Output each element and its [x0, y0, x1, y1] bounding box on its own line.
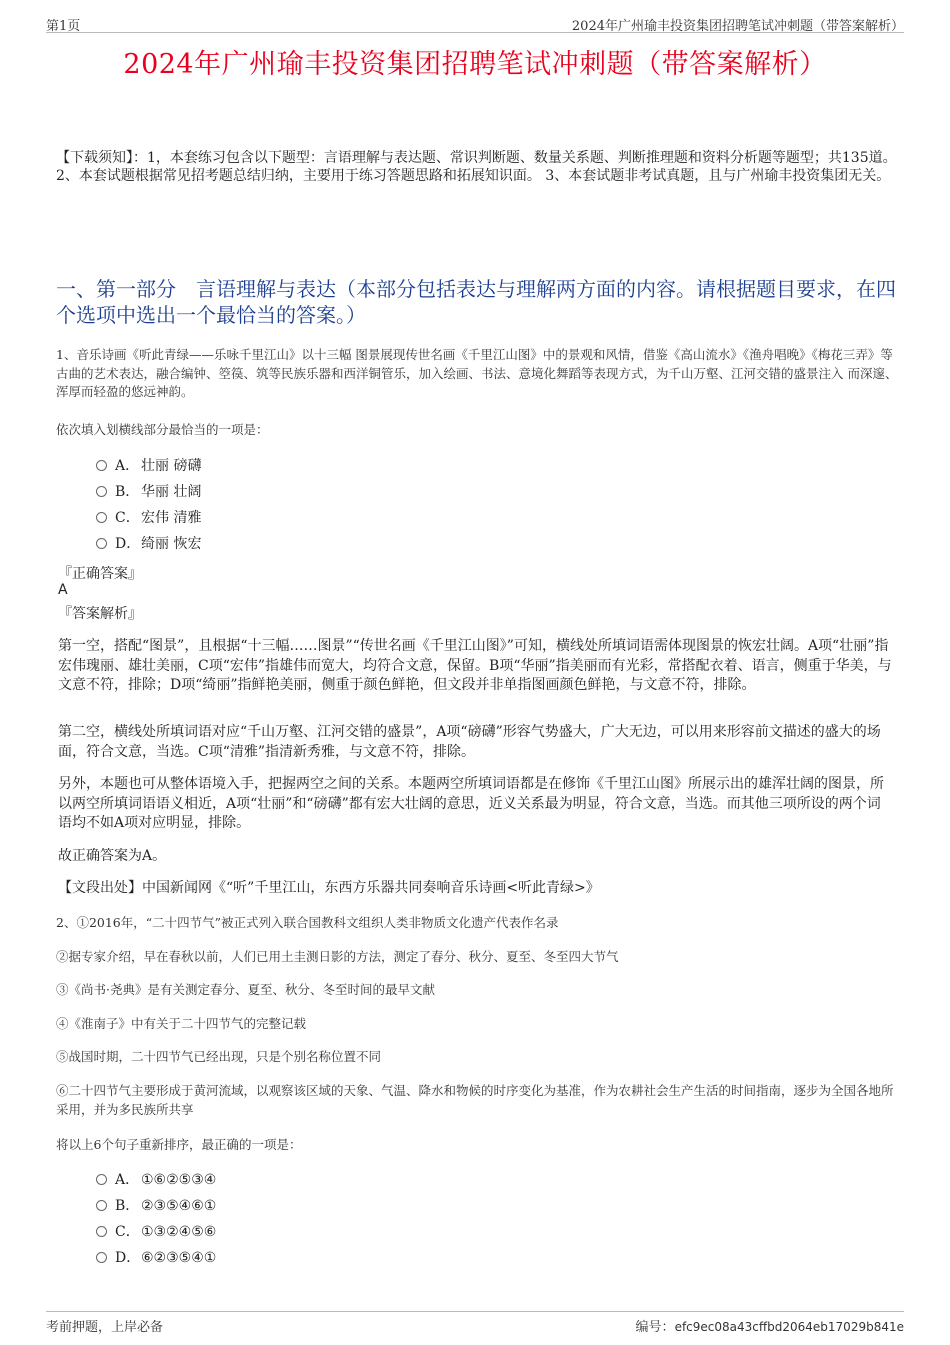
option-text: ①③②④⑤⑥ [141, 1224, 217, 1240]
option-text: 绮丽 恢宏 [141, 536, 202, 552]
radio-icon[interactable] [96, 1252, 107, 1263]
q1-option-a[interactable] [96, 456, 201, 476]
q1-answer-label: 『正确答案』 [58, 566, 142, 582]
q1-analysis-label: 『答案解析』 [58, 606, 142, 622]
option-text: ①⑥②⑤③④ [141, 1172, 217, 1188]
option-key: C． [115, 510, 140, 526]
q1-option-d[interactable] [96, 534, 201, 554]
q2-sentence-2: ②据专家介绍，早在春秋以前，人们已用土圭测日影的方法，测定了春分、秋分、夏至、冬至四大节气 [56, 949, 619, 964]
option-key: A． [115, 458, 140, 474]
radio-icon[interactable] [96, 512, 107, 523]
option-text: 宏伟 清雅 [141, 510, 202, 526]
q1-analysis-p4: 故正确答案为A。 [58, 848, 167, 864]
radio-icon[interactable] [96, 1226, 107, 1237]
radio-icon[interactable] [96, 1200, 107, 1211]
q2-sentence-5: ⑤战国时期，二十四节气已经出现，只是个别名称位置不同 [56, 1049, 382, 1064]
radio-icon[interactable] [96, 460, 107, 471]
radio-icon[interactable] [96, 486, 107, 497]
q2-sentence-3: ③《尚书·尧典》是有关测定春分、夏至、秋分、冬至时间的最早文献 [56, 982, 435, 997]
page-number: 第1页 [46, 19, 81, 34]
option-key: D． [115, 1250, 141, 1266]
q2-option-d[interactable] [96, 1248, 216, 1268]
q1-analysis-p3: 另外，本题也可从整体语境入手，把握两空之间的关系。本题两空所填词语都是在修饰《千里江山图》所展示出的雄浑壮阔的图景，所以两空所填词语语义相近，A项“壮丽”和“磅礴”都有宏大壮阔的意思，近义关系最为明显，符合文意，当选。而其他三项所设的两个词语均不如A项对应明显，排除。 [58, 776, 884, 831]
q1-source: 【文段出处】中国新闻网《“听”千里江山，东西方乐器共同奏响音乐诗画<听此青绿>》 [58, 880, 600, 896]
option-key: D． [115, 536, 141, 552]
q2-prompt: 将以上6个句子重新排序，最正确的一项是： [56, 1137, 302, 1152]
option-text: 华丽 壮阔 [141, 484, 202, 500]
q1-analysis-p2: 第二空，横线处所填词语对应“千山万壑、江河交错的盛景”，A项“磅礴”形容气势盛大，广大无边，可以用来形容前文描述的盛大的场面，符合文意，当选。C项“清雅”指清新秀雅，与文意不符，排除。 [58, 724, 881, 760]
q2-option-a[interactable] [96, 1170, 216, 1190]
radio-icon[interactable] [96, 1174, 107, 1185]
page-header [46, 14, 904, 33]
option-key: A． [115, 1172, 140, 1188]
page-footer [46, 1311, 904, 1336]
q1-option-c[interactable] [96, 508, 201, 528]
option-key: B． [115, 1198, 140, 1214]
q1-stem: 1、音乐诗画《听此青绿——乐咏千里江山》以十三幅 图景展现传世名画《千里江山图》中的景观和风情，借鉴《高山流水》《渔舟唱晚》《梅花三弄》等古曲的艺术表达，融合编钟、箜篌、筑等民族乐器和西洋铜管乐，加入绘画、书法、意境化舞蹈等表现方式，为千山万壑、江河交错的盛景注入 而深邃、浑厚而轻盈的悠远神韵。 [56, 347, 898, 399]
header-doc-title: 2024年广州瑜丰投资集团招聘笔试冲刺题（带答案解析） [571, 19, 904, 34]
option-text: ⑥②③⑤④① [141, 1250, 217, 1266]
q2-sentence-1: 2、①2016年，“二十四节气”被正式列入联合国教科文组织人类非物质文化遗产代表作名录 [56, 915, 559, 930]
option-key: B． [115, 484, 140, 500]
footer-slogan: 考前押题，上岸必备 [46, 1320, 164, 1335]
option-key: C． [115, 1224, 140, 1240]
option-text: 壮丽 磅礴 [141, 458, 202, 474]
q2-sentence-6: ⑥二十四节气主要形成于黄河流域，以观察该区域的天象、气温、降水和物候的时序变化为基准，作为农耕社会生产生活的时间指南，逐步为全国各地所采用，并为多民族所共享 [56, 1083, 894, 1117]
footer-code-value: efc9ec08a43cffbd2064eb17029b841e [674, 1320, 904, 1334]
footer-code [636, 1316, 904, 1335]
section-heading: 一、第一部分 言语理解与表达（本部分包括表达与理解两方面的内容。请根据题目要求，在四个选项中选出一个最恰当的答案。） [56, 277, 896, 327]
q1-answer: A [58, 582, 68, 598]
q1-prompt: 依次填入划横线部分最恰当的一项是： [56, 422, 269, 437]
radio-icon[interactable] [96, 538, 107, 549]
q1-option-b[interactable] [96, 482, 201, 502]
q2-sentence-4: ④《淮南子》中有关于二十四节气的完整记载 [56, 1016, 307, 1031]
download-notice: 【下载须知】：1，本套练习包含以下题型：言语理解与表达题、常识判断题、数量关系题、判断推理题和资料分析题等题型；共135道。 2、本套试题根据常见招考题总结归纳，主要用于练习答题思路和拓展知识面。 3、本套试题非考试真题，且与广州瑜丰投资集团无关。 [56, 150, 897, 184]
page-title: 2024年广州瑜丰投资集团招聘笔试冲刺题（带答案解析） [123, 49, 827, 80]
q2-option-c[interactable] [96, 1222, 216, 1242]
footer-code-label: 编号： [635, 1320, 675, 1335]
option-text: ②③⑤④⑥① [141, 1198, 217, 1214]
q2-option-b[interactable] [96, 1196, 216, 1216]
q1-analysis-p1: 第一空，搭配“图景”，且根据“十三幅……图景”“传世名画《千里江山图》”可知，横线处所填词语需体现图景的恢宏壮阔。A项“壮丽”指宏伟瑰丽、雄壮美丽，C项“宏伟”指雄伟而宽大，均符合文意，保留。B项“华丽”指美丽而有光彩，常搭配衣着、语言，侧重于华美，与文意不符，排除；D项“绮丽”指鲜艳美丽，侧重于颜色鲜艳，但文段并非单指图画颜色鲜艳，与文意不符，排除。 [58, 638, 892, 693]
